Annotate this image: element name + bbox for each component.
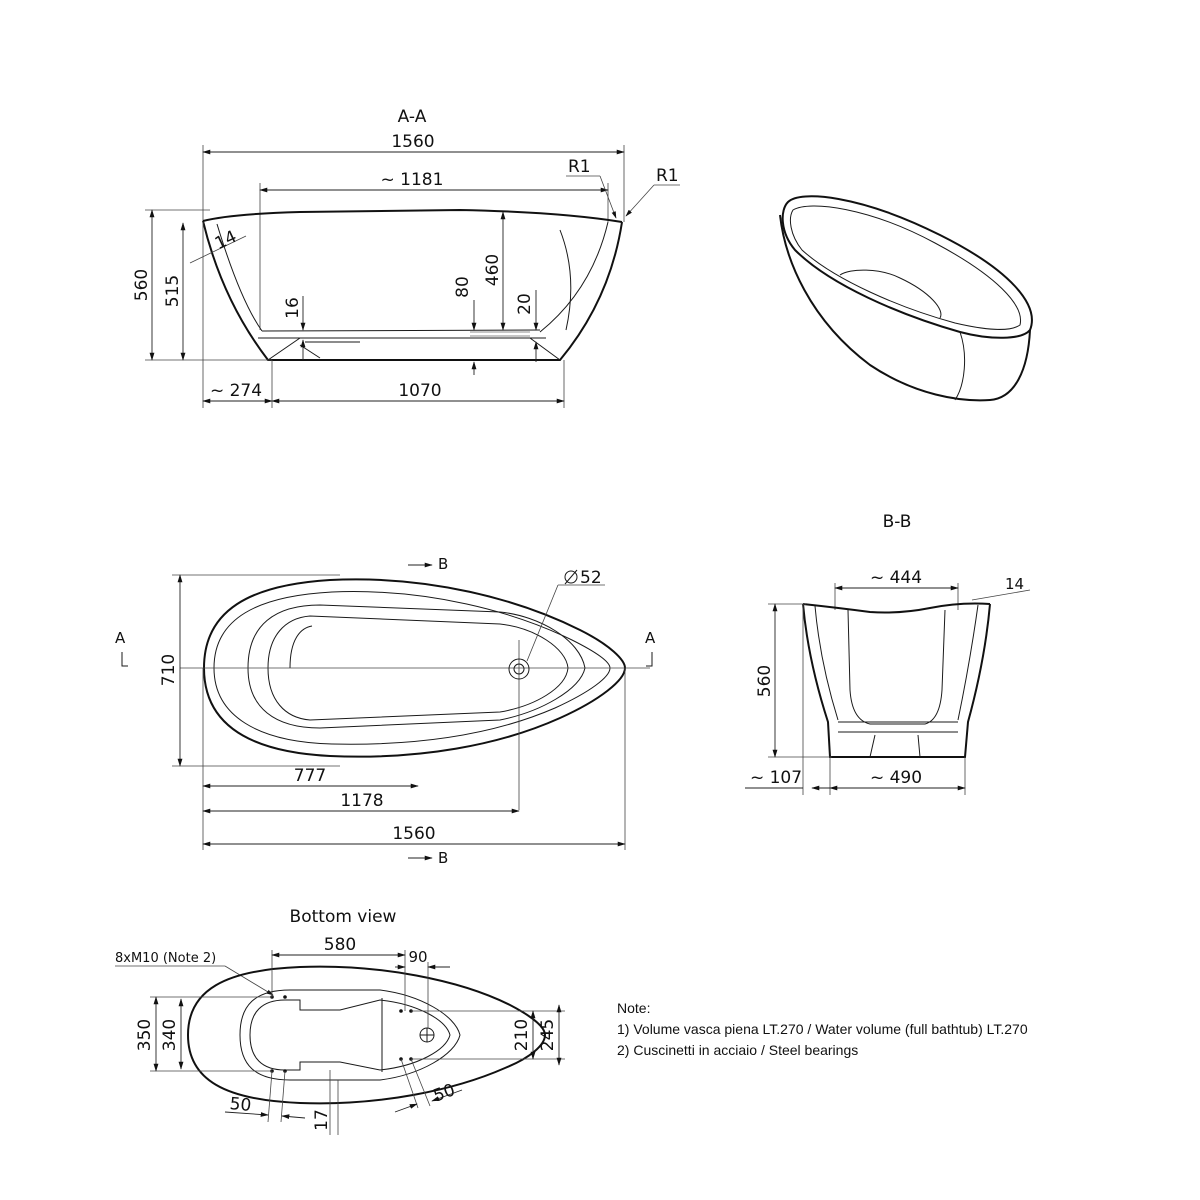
dim-label-16: 16 [283,297,303,319]
extension-line [401,1059,418,1108]
dim-label-1560-top: 1560 [392,824,436,844]
section-arrow-a-left [122,652,128,666]
dim-label-1178: 1178 [340,791,384,811]
extension-line [268,1071,272,1122]
notes-line-1: 1) Volume vasca piena LT.270 / Water volume (full bathtub) LT.270 [617,1021,1028,1037]
dim-label-245: 245 [538,1018,558,1052]
section-mark-a-right: A [645,629,656,647]
tub-base-detail [300,342,360,358]
notes-heading: Note: [617,1000,651,1016]
bottom-view-title: Bottom view [289,907,397,927]
bolts-label: 8xM10 (Note 2) [115,951,217,966]
dim-label-444: ~ 444 [869,568,923,588]
notes-block [617,998,1028,1061]
tub-base-bb [870,735,920,757]
radius-label-right: R1 [656,166,679,186]
dim-label-50-right: 50 [430,1080,458,1107]
dim-label-1560: 1560 [391,132,435,152]
tub-floor [262,330,540,331]
tub-inner-contour [560,230,571,330]
top-view [115,555,656,867]
section-arrow-a-right [646,652,652,666]
dim-line-50-left [282,1116,305,1118]
section-bb-title: B-B [882,512,912,532]
dim-label-80: 80 [453,276,473,298]
tub-rim [203,210,622,222]
dim-line-50-right [395,1104,417,1112]
dim-label-210: 210 [512,1018,532,1052]
dim-label-560: 560 [132,268,152,302]
tub-inner-rim-3d [790,206,1020,329]
dim-label-14-bb: 14 [1005,575,1025,593]
dim-label-350: 350 [135,1018,155,1052]
dim-label-90: 90 [408,948,428,966]
tub-contour-top [290,626,312,668]
tub-basin-bb [848,610,945,724]
dim-label-490: ~ 490 [869,768,923,788]
leader-line [626,185,654,216]
dim-label-14: 14 [211,226,240,255]
section-aa-title: A-A [397,107,427,127]
dim-label-107: ~ 107 [749,768,803,788]
tub-outer-bb [803,604,990,757]
section-aa-view [132,107,680,408]
section-mark-b-bottom: B [438,849,449,867]
dim-label-340: 340 [160,1018,180,1052]
dim-label-560-bb: 560 [755,664,775,698]
bolt [283,995,287,999]
bottom-view [115,907,565,1135]
dim-label-515: 515 [163,274,183,308]
section-mark-a-left: A [115,629,126,647]
tub-base [268,338,560,360]
tub-outer-profile [203,221,622,360]
dim-label-777: 777 [293,766,327,786]
tub-rim-bb [803,604,990,613]
section-mark-b-top: B [438,555,449,573]
bolt [399,1009,403,1013]
dim-label-580: 580 [323,935,357,955]
notes-line-2: 2) Cuscinetti in acciaio / Steel bearings [617,1042,859,1058]
tub-inner-wall-right [540,222,608,332]
tub-inner-left-bb [815,606,838,720]
dim-label-1070: 1070 [398,381,442,401]
dim-label-460: 460 [483,253,503,287]
perspective-view [780,196,1032,400]
section-bb-view [745,512,1030,795]
tub-rim-3d [783,196,1032,337]
radius-label-left: R1 [568,157,591,177]
dim-label-274: ~ 274 [209,381,263,401]
dim-label-50-left: 50 [228,1094,253,1116]
dim-label-diameter: 52 [580,568,602,588]
dim-label-17: 17 [312,1109,332,1131]
tub-inner-right-bb [958,605,978,720]
tub-basin-3d [840,270,941,318]
dim-label-710: 710 [159,653,179,687]
extension-line [281,1071,285,1122]
tub-body-3d [780,215,1030,400]
dim-label-1181: ~ 1181 [380,170,444,190]
dim-label-20: 20 [515,293,535,315]
tub-seam-3d [955,332,965,400]
